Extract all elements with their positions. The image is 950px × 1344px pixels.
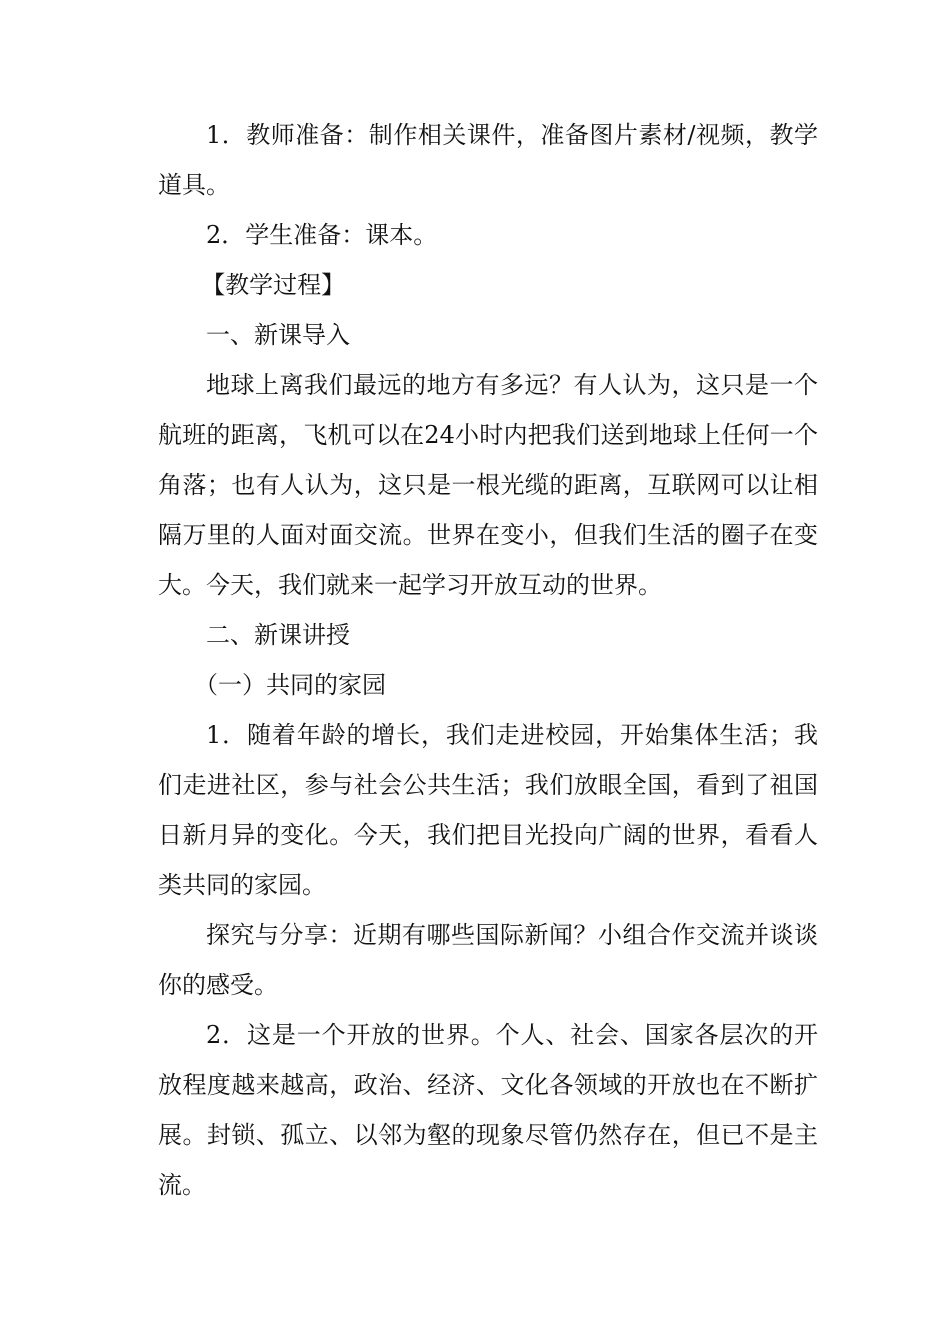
paragraph-open-world: 2．这是一个开放的世界。个人、社会、国家各层次的开放程度越来越高，政治、经济、文化各领域的开放也在不断扩展。封锁、孤立、以邻为壑的现象尽管仍然存在，但已不是主流。 (158, 1021, 818, 1199)
section-heading-introduction: 一、新课导入 (206, 321, 350, 349)
subsection-heading-common-home: （一）共同的家园 (194, 671, 386, 699)
paragraph-introduction: 地球上离我们最远的地方有多远？有人认为，这只是一个航班的距离，飞机可以在24小时内把我们送到地球上任何一个角落；也有人认为，这只是一根光缆的距离，互联网可以让相隔万里的人面对面交流。世界在变小，但我们生活的圈子在变大。今天，我们就来一起学习开放互动的世界。 (158, 371, 818, 599)
paragraph-explore-share: 探究与分享：近期有哪些国际新闻？小组合作交流并谈谈你的感受。 (158, 921, 818, 999)
section-heading-new-lesson: 二、新课讲授 (206, 621, 350, 649)
paragraph-student-prep: 2．学生准备：课本。 (206, 221, 438, 249)
section-heading-teaching-process: 【教学过程】 (201, 271, 346, 299)
paragraph-teacher-prep: 1．教师准备：制作相关课件，准备图片素材/视频，教学道具。 (158, 121, 818, 199)
paragraph-growing-up: 1．随着年龄的增长，我们走进校园，开始集体生活；我们走进社区，参与社会公共生活；我们放眼全国，看到了祖国日新月异的变化。今天，我们把目光投向广阔的世界，看看人类共同的家园。 (158, 721, 818, 899)
document-page (158, 110, 818, 1210)
